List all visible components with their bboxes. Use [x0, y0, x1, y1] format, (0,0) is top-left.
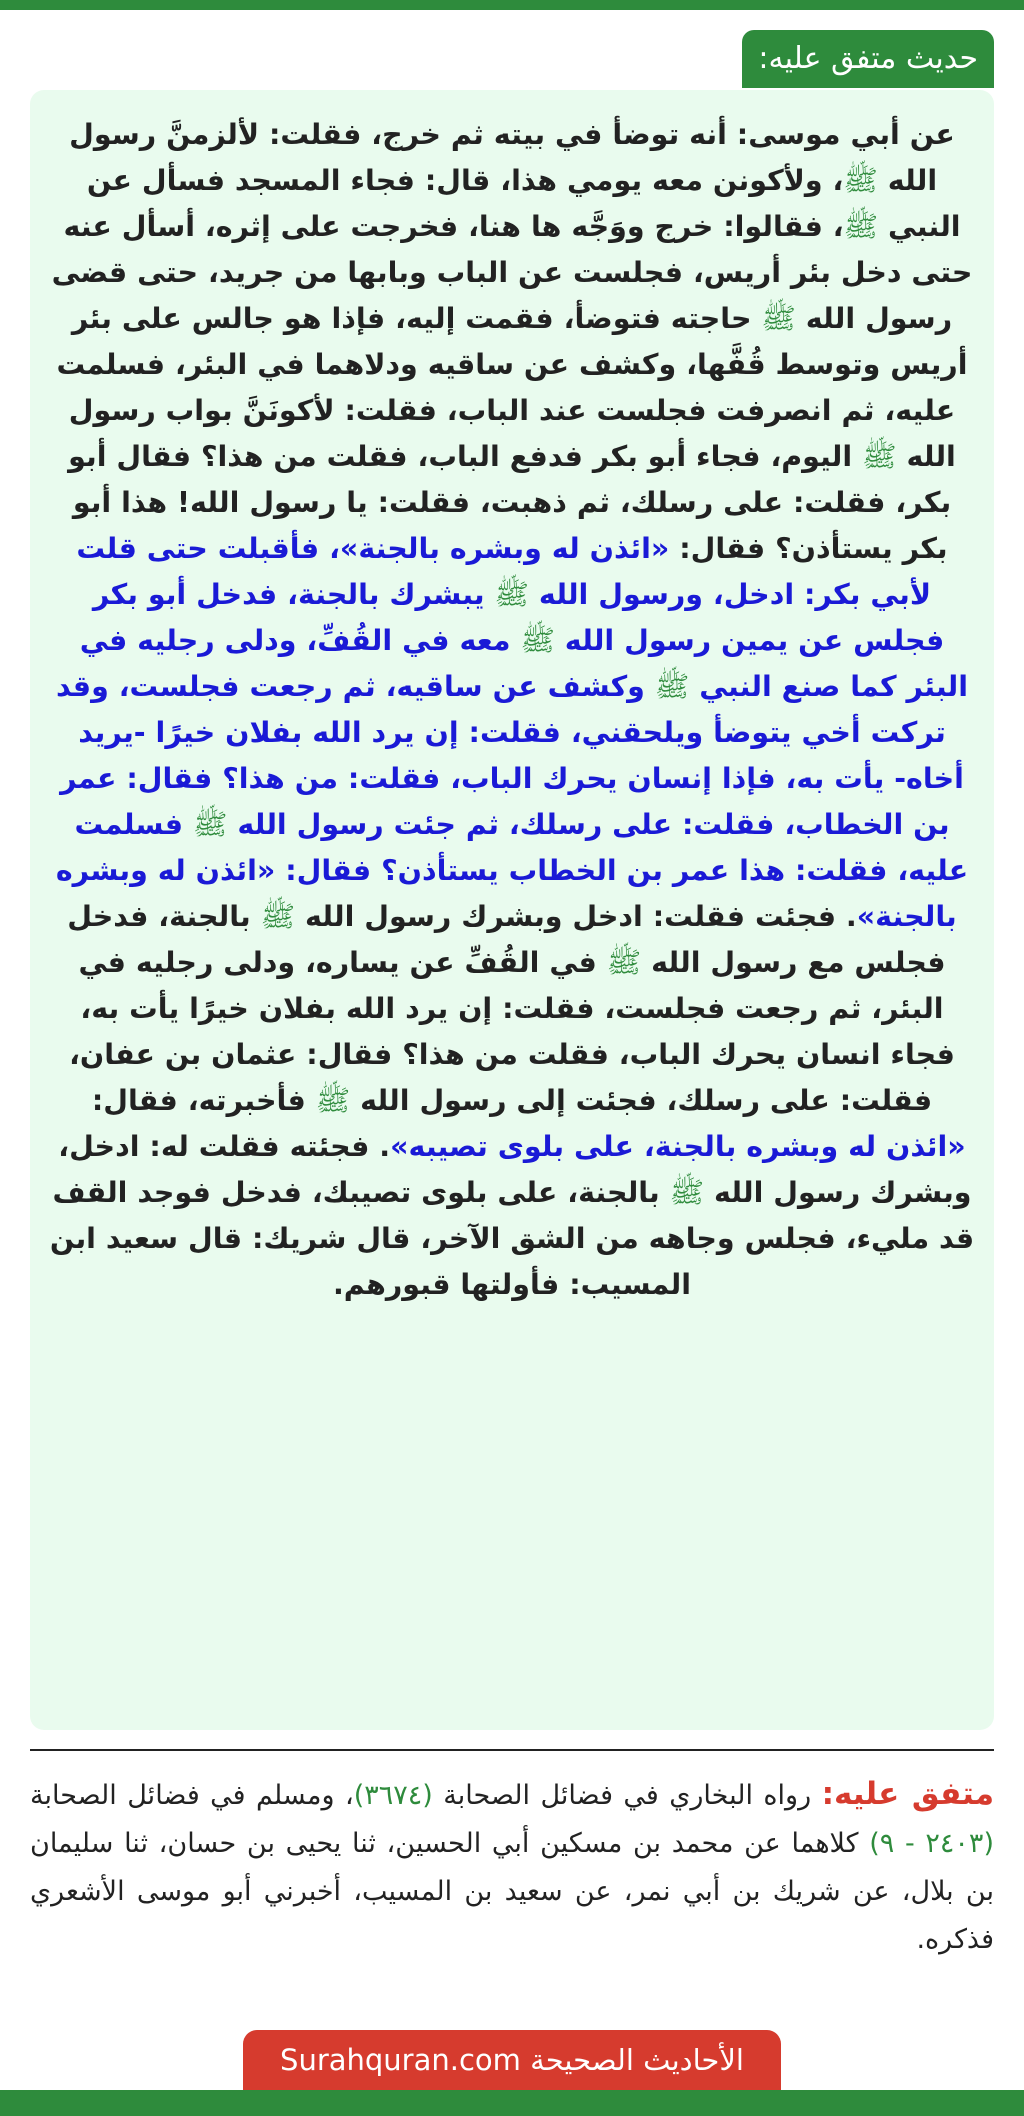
hadith-source: [30, 1770, 994, 1964]
salawat-glyph: ﷺ: [192, 808, 228, 841]
hadith-segment: وكشف عن ساقيه، ثم رجعت فجلست، وقد تركت أخي يتوضأ ويلحقني، فقلت: إن يرد الله بفلان خيرًا -يريد أخاه- يأت به، فإذا إنسان يحرك الباب، فقلت: من هذا؟ فقال: عمر بن الخطاب، فقلت: على رسلك، ثم جئت رسول الله: [55, 670, 964, 841]
salawat-glyph: ﷺ: [654, 670, 690, 703]
hadith-segment: اليوم، فجاء أبو بكر فدفع الباب، فقلت من هذا؟ فقال أبو بكر، فقلت: على رسلك، ثم ذهبت، فقلت: يا رسول الله! هذا أبو بكر يستأذن؟ فقال:: [68, 440, 952, 565]
salawat-glyph: ﷺ: [494, 578, 529, 611]
source-text: رواه البخاري في فضائل الصحابة: [432, 1780, 822, 1811]
source-text: ، ومسلم في فضائل الصحابة: [30, 1780, 354, 1811]
salawat-glyph: ﷺ: [606, 946, 642, 979]
salawat-glyph: ﷺ: [761, 302, 796, 335]
hadith-segment: بالجنة، فدخل فجلس مع رسول الله: [67, 900, 946, 979]
hadith-segment: عن أبي موسى: أنه توضأ في بيته ثم خرج، فقلت: لألزمنَّ رسول الله: [69, 118, 955, 197]
salawat-glyph: ﷺ: [260, 900, 296, 933]
hadith-text: [48, 112, 976, 1308]
hadith-segment: . فجئت فقلت: ادخل وبشرك رسول الله: [295, 900, 857, 933]
hadith-segment: ، ولأكونن معه يومي هذا، قال: فجاء المسجد فسأل عن النبي: [86, 164, 961, 243]
salawat-glyph: ﷺ: [669, 1176, 705, 1209]
source-reference-number: (٣٦٧٤): [353, 1780, 433, 1811]
salawat-glyph: ﷺ: [315, 1084, 351, 1117]
hadith-segment: «ائذن له وبشره بالجنة»، فأقبلت حتى قلت لأبي بكر: ادخل، ورسول الله: [76, 532, 932, 611]
source-reference-number: (٢٤٠٣ - ٩): [869, 1828, 994, 1859]
hadith-segment: بالجنة، على بلوى تصيبك، فدخل فوجد القف قد مليء، فجلس وجاهه من الشق الآخر، قال شريك: قال سعيد ابن المسيب: فأولتها قبورهم.: [49, 1176, 975, 1301]
salawat-glyph: ﷺ: [862, 440, 897, 473]
hadith-text-box: [30, 90, 994, 1730]
salawat-glyph: ﷺ: [520, 624, 555, 657]
site-badge: الأحاديث الصحيحة Surahquran.com: [243, 2030, 781, 2090]
hadith-segment: حاجته فتوضأ، فقمت إليه، فإذا هو جالس على بئر أريس وتوسط قُفَّها، وكشف عن ساقيه ودلاهما في البئر، فسلمت عليه، ثم انصرفت فجلست عند الباب، فقلت: لأكونَنَّ بواب رسول الله: [56, 302, 968, 473]
salawat-glyph: ﷺ: [843, 164, 878, 197]
hadith-quoted-segment: «ائذن له وبشره بالجنة، على بلوى تصيبه»: [390, 1130, 966, 1163]
hadith-segment: في القُفِّ عن يساره، ودلى رجليه في البئر، ثم رجعت فجلست، فقلت: إن يرد الله بفلان خيرًا يأت به، فجاء انسان يحرك الباب، فقلت من هذا؟ فقال: عثمان بن عفان، فقلت: على رسلك، فجئت إلى رسول الله: [69, 946, 955, 1117]
source-label: متفق عليه:: [821, 1776, 995, 1812]
hadith-type-tab: حديث متفق عليه:: [742, 30, 994, 88]
top-accent-bar: [0, 0, 1024, 10]
bottom-accent-bar: [0, 2090, 1024, 2116]
hadith-segment: . فجئته فقلت له: ادخل، وبشرك رسول الله: [58, 1130, 972, 1209]
source-text: كلاهما عن محمد بن مسكين أبي الحسين، ثنا يحيى بن حسان، ثنا سليمان بن بلال، عن شريك بن أبي نمر، عن سعيد بن المسيب، أخبرني أبو موسى الأشعري فذكره.: [30, 1828, 994, 1955]
hadith-quoted-segment: [56, 532, 968, 933]
section-divider: [30, 1749, 994, 1751]
salawat-glyph: ﷺ: [843, 210, 879, 243]
hadith-segment: فسلمت عليه، فقلت: هذا عمر بن الخطاب يستأذن؟ فقال: «ائذن له وبشره بالجنة»: [55, 808, 969, 933]
hadith-segment: معه في القُفِّ، ودلى رجليه في البئر كما صنع النبي: [79, 624, 969, 703]
hadith-segment: يبشرك بالجنة، فدخل أبو بكر فجلس عن يمين رسول الله: [92, 578, 945, 657]
hadith-segment: فأخبرته، فقال:: [91, 1084, 316, 1117]
hadith-segment: ، فقالوا: خرج ووَجَّه ها هنا، فخرجت على إثره، أسأل عنه حتى دخل بئر أريس، فجلست عن الباب وبابها من جريد، حتى قضى رسول الله: [51, 210, 973, 335]
